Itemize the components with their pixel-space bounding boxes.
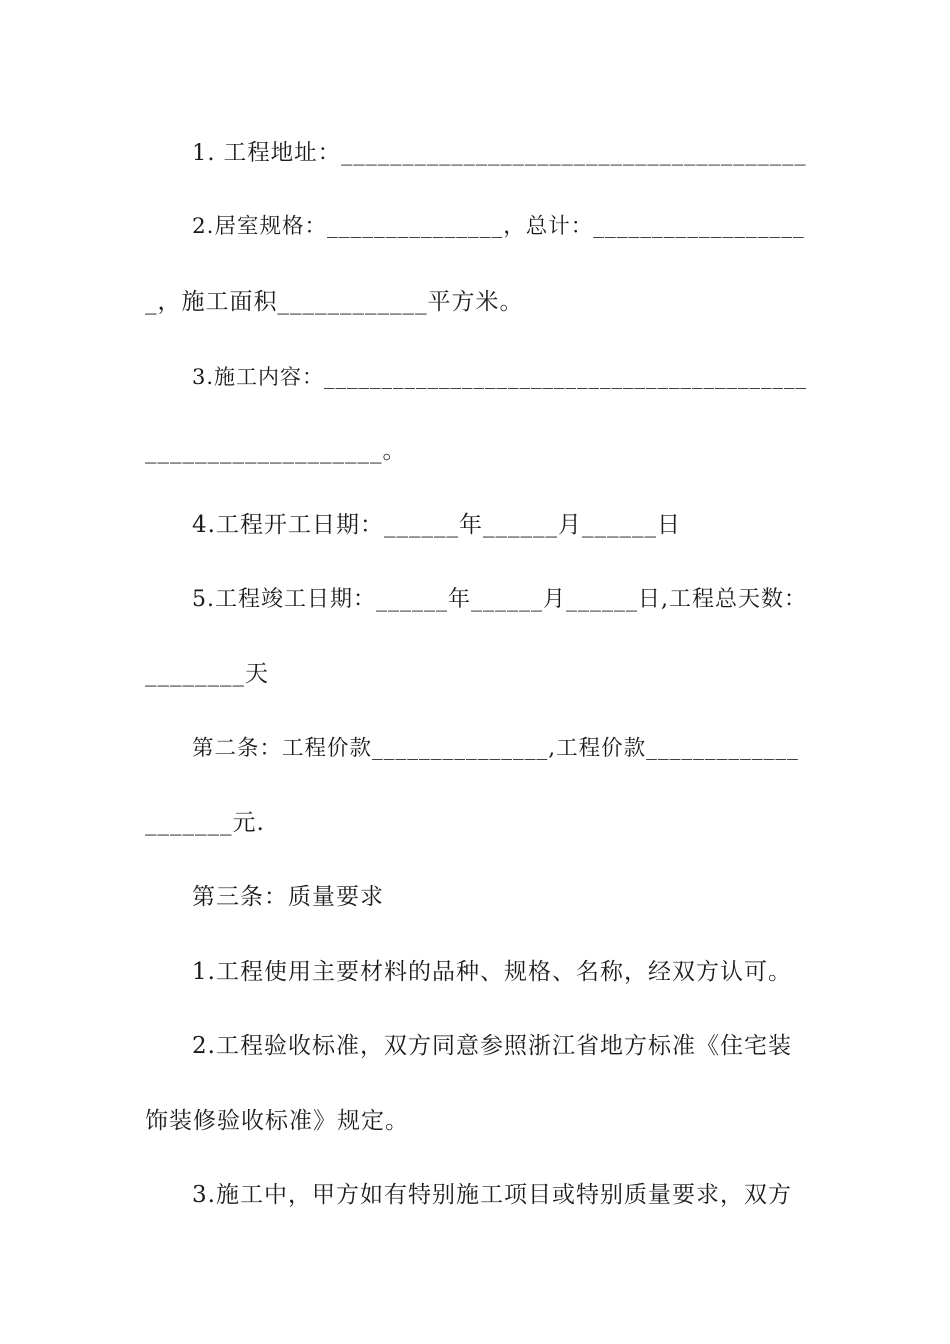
clause-completion-date-cont: ________天 (145, 661, 269, 687)
quality-item-3: 3.施工中，甲方如有特别施工项目或特别质量要求，双方 (192, 1182, 792, 1208)
clause-completion-date: 5.工程竣工日期：______年______月______日,工程总天数： (192, 587, 807, 612)
quality-item-2-cont: 饰装修验收标准》规定。 (145, 1108, 409, 1134)
quality-item-2: 2.工程验收标准，双方同意参照浙江省地方标准《住宅装 (192, 1033, 792, 1059)
clause-room-spec-cont: _，施工面积____________平方米。 (145, 289, 524, 315)
article-two-price-cont: _______元. (145, 810, 265, 836)
clause-work-content: 3.施工内容：__________________________________________ (192, 365, 808, 389)
article-three-heading: 第三条：质量要求 (192, 884, 384, 910)
clause-project-address: 1. 工程地址：______________________________________ (192, 140, 807, 166)
clause-work-content-cont: ___________________。 (145, 438, 407, 464)
quality-item-1: 1.工程使用主要材料的品种、规格、名称，经双方认可。 (192, 959, 792, 985)
clause-start-date: 4.工程开工日期：______年______月______日 (192, 512, 681, 538)
article-two-price: 第二条：工程价款_______________,工程价款_____________ (192, 736, 799, 761)
clause-room-spec: 2.居室规格：_______________，总计：__________________ (192, 214, 805, 239)
